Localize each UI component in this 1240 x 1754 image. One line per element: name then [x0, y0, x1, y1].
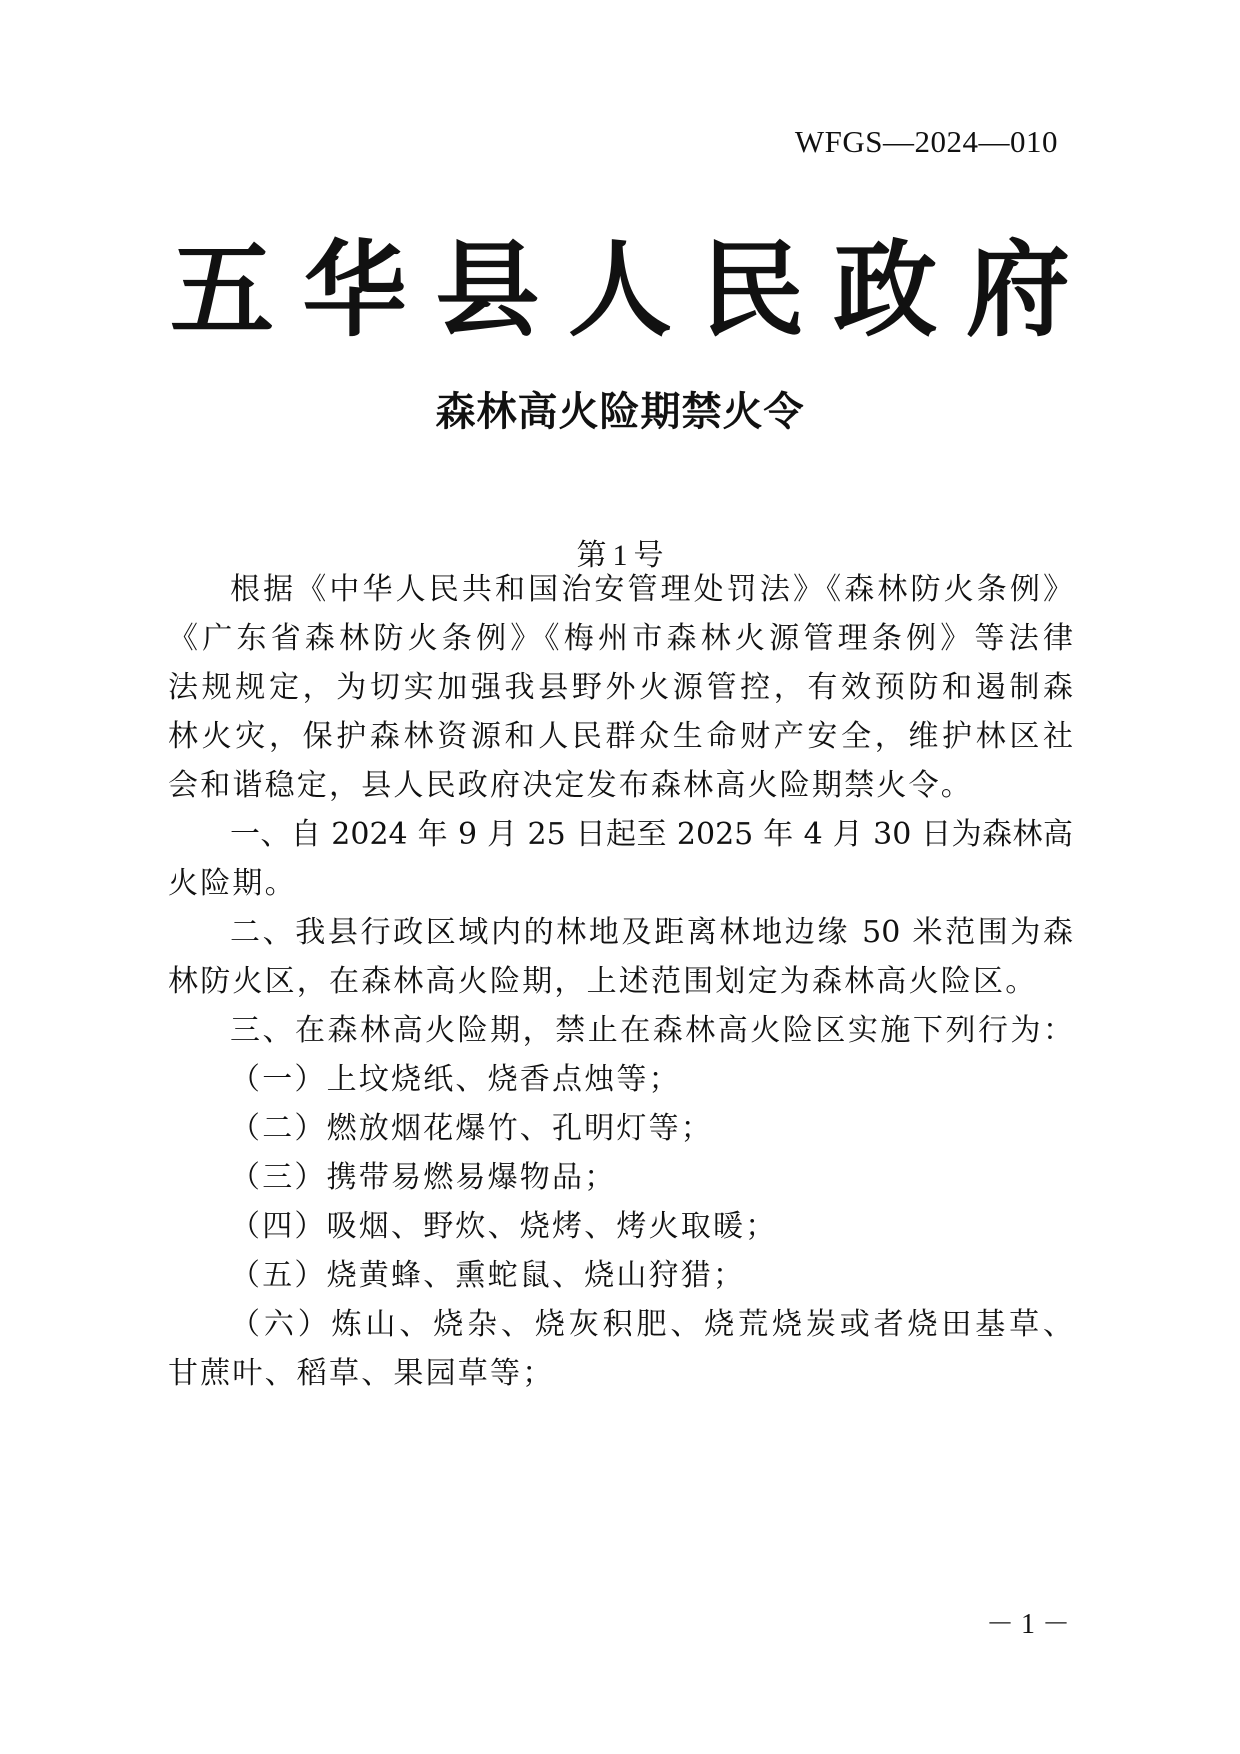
paragraph-line: 火险期。 [168, 866, 297, 901]
paragraph-line: 《广东省森林防火条例》《梅州市森林火源管理条例》等法律 [168, 621, 1073, 656]
order-suffix: 号 [633, 538, 664, 573]
paragraph-line: 一、自 2024 年 9 月 25 日起至 2025 年 4 月 30 日为森林高 [230, 817, 1073, 852]
document-title: 森林高火险期禁火令 [435, 388, 805, 435]
paragraph-line: 二、我县行政区域内的林地及距离林地边缘 50 米范围为森 [230, 915, 1073, 950]
issuer-char: 民 [700, 228, 805, 351]
paragraph-line: 林火灾，保护森林资源和人民群众生命财产安全，维护林区社 [168, 719, 1073, 754]
list-item: （三）携带易燃易爆物品； [230, 1160, 617, 1195]
order-number [0, 530, 1240, 574]
paragraph-line: 会和谐稳定，县人民政府决定发布森林高火险期禁火令。 [168, 768, 973, 803]
page-number: － 1 － [985, 1609, 1070, 1640]
paragraph-line: 法规规定，为切实加强我县野外火源管控，有效预防和遏制森 [168, 670, 1073, 705]
list-item: （六）炼山、烧杂、烧灰积肥、烧荒烧炭或者烧田基草、 [230, 1307, 1073, 1342]
issuer-char: 华 [302, 228, 407, 351]
order-prefix: 第 [576, 538, 607, 573]
list-item: （二）燃放烟花爆竹、孔明灯等； [230, 1111, 713, 1146]
paragraph-line: 林防火区，在森林高火险期，上述范围划定为森林高火险区。 [168, 964, 1038, 999]
list-item-continuation: 甘蔗叶、稻草、果园草等； [168, 1356, 555, 1391]
paragraph-line: 三、在森林高火险期，禁止在森林高火险区实施下列行为： [230, 1013, 1073, 1048]
list-item: （五）烧黄蜂、熏蛇鼠、烧山狩猎； [230, 1258, 746, 1293]
issuer-char: 五 [170, 228, 275, 351]
issuer-title [170, 228, 1070, 351]
issuer-char: 县 [435, 228, 540, 351]
issuer-char: 政 [833, 228, 938, 351]
document-number: WFGS—2024—010 [794, 124, 1058, 159]
issuer-char: 人 [567, 228, 672, 351]
list-item: （四）吸烟、野炊、烧烤、烤火取暖； [230, 1209, 778, 1244]
order-num: 1 [612, 539, 628, 572]
paragraph-line: 根据《中华人民共和国治安管理处罚法》《森林防火条例》 [230, 572, 1073, 607]
list-item: （一）上坟烧纸、烧香点烛等； [230, 1062, 681, 1097]
issuer-char: 府 [965, 228, 1070, 351]
